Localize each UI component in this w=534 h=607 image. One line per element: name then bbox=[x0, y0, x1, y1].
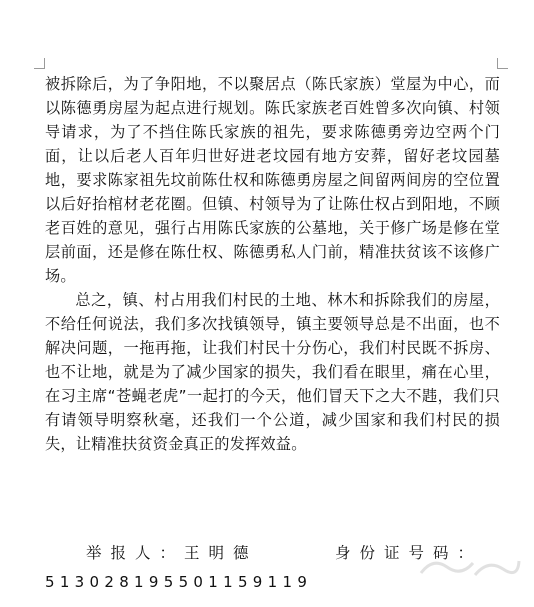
reporter-group bbox=[86, 541, 258, 565]
id-number-label: 身份证号码： bbox=[335, 544, 483, 562]
margin-corner-mark-top-right bbox=[497, 58, 508, 69]
id-number-value: 513028195501159119 bbox=[45, 573, 313, 591]
document-body bbox=[45, 72, 500, 456]
reporter-name: 王明德 bbox=[184, 544, 258, 562]
reporter-label: 举报人： bbox=[86, 544, 185, 562]
margin-corner-mark-top-left bbox=[34, 58, 45, 69]
paragraph-1: 被拆除后，为了争阳地，不以聚居点（陈氏家族）堂屋为中心，而以陈德勇房屋为起点进行规划。陈氏家族老百姓曾多次向镇、村领导请求，为了不挡住陈氏家族的祖先，要求陈德勇旁边空两个门面，让以后老人百年归世好进老坟园有地方安葬，留好老坟园墓地，要求陈家祖先坟前陈仕权和陈德勇房屋之间留两间房的空位置以后好抬棺材老花圈。但镇、村领导为了让陈仕权占到阳地，不顾老百姓的意见，强行占用陈氏家族的公墓地，关于修广场是修在堂层前面，还是修在陈仕权、陈德勇私人门前，精准扶贫该不该修广场。 bbox=[45, 75, 500, 285]
watermark-icon bbox=[413, 553, 523, 583]
paragraph-2: 总之，镇、村占用我们村民的土地、林木和拆除我们的房屋，不给任何说法，我们多次找镇领导，镇主要领导总是不出面，也不解决问题，一拖再拖，让我们村民十分伤心，我们村民既不拆房、也不让地，就是为了减少国家的损失，我们看在眼里，痛在心里，在习主席“苍蝇老虎”一起打的今天，他们冒天下之大不韪，我们只有请领导明察秋毫，还我们一个公道，减少国家和我们村民的损失，让精准扶贫资金真正的发挥效益。 bbox=[45, 291, 500, 453]
